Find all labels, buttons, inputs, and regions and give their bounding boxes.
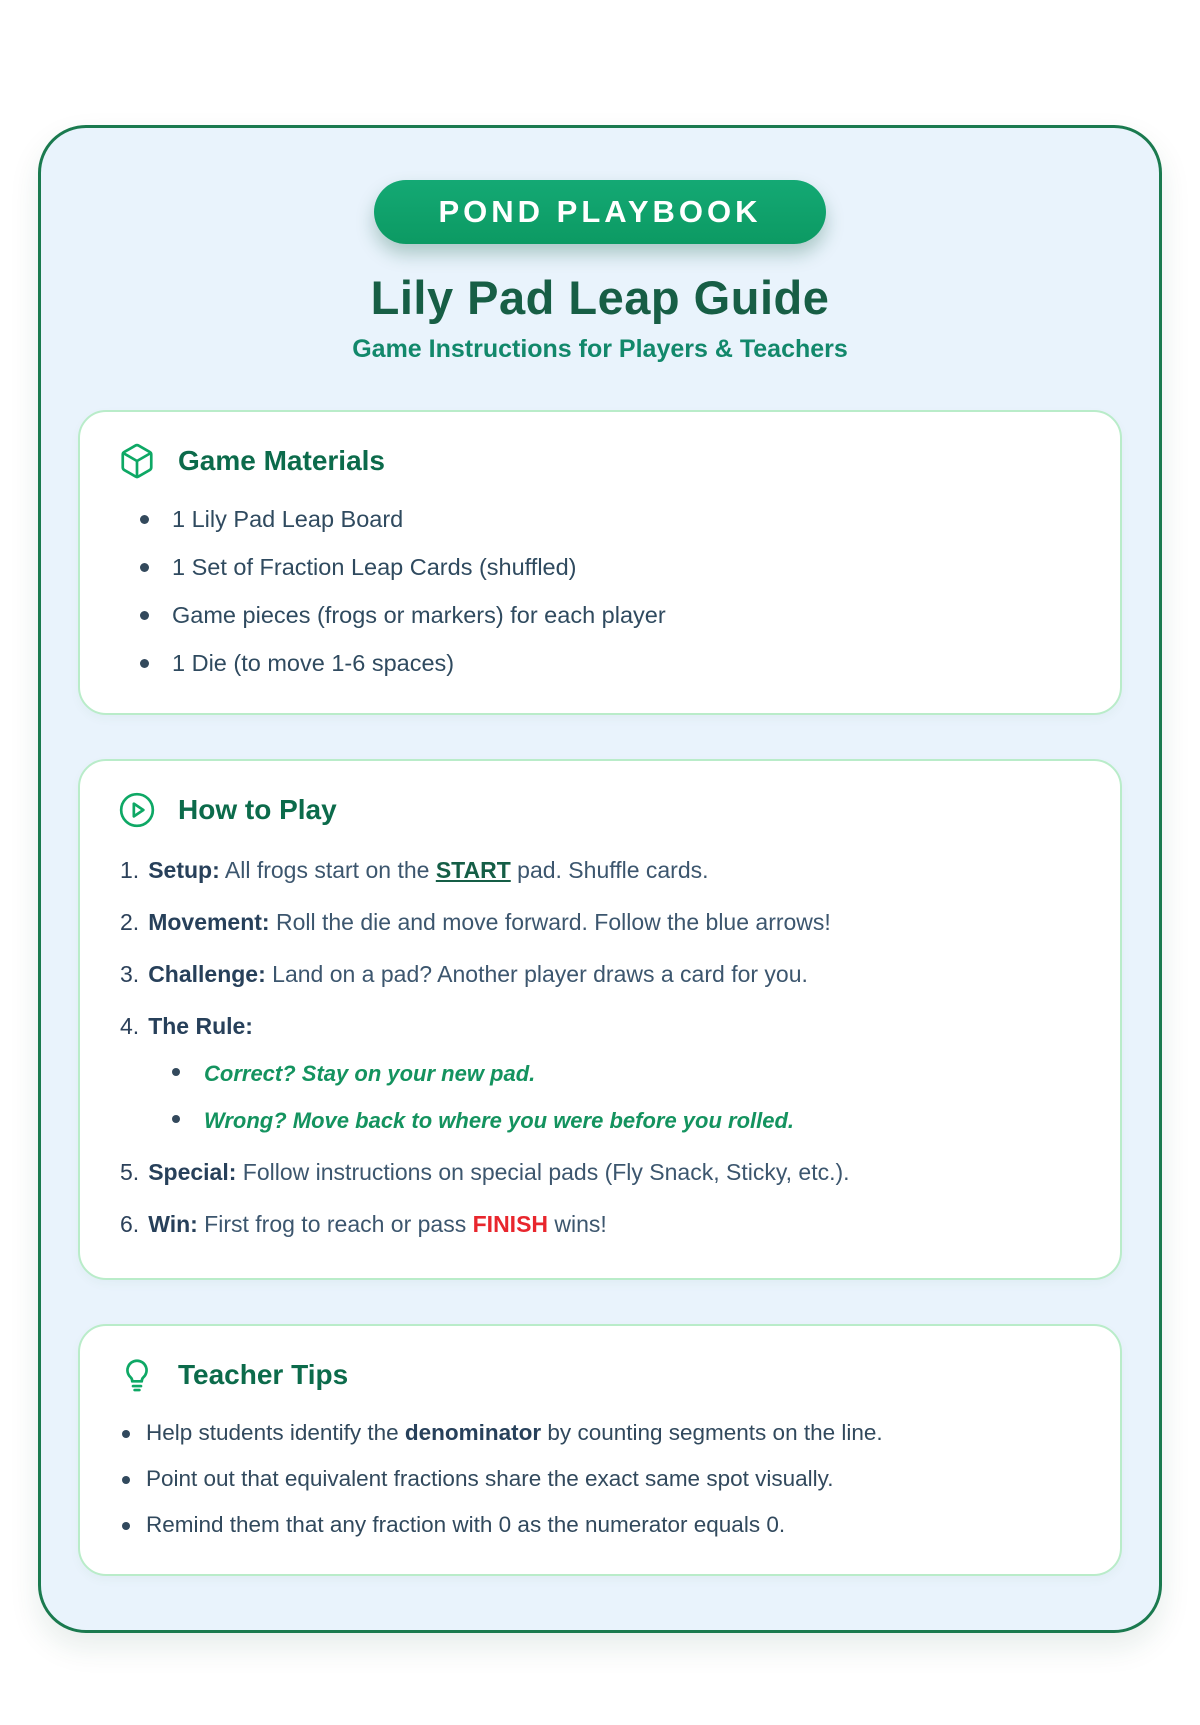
lightbulb-icon <box>118 1356 156 1394</box>
step-win <box>120 1209 1082 1240</box>
step-movement <box>120 907 1082 938</box>
step-number: 2. <box>120 909 140 936</box>
list-item: 1 Die (to move 1-6 spaces) <box>134 650 1082 677</box>
play-circle-icon <box>118 791 156 829</box>
materials-heading: Game Materials <box>178 445 385 476</box>
rule-correct: Correct? Stay on your new pad. <box>170 1059 1082 1089</box>
how-to-play-header <box>118 791 1082 829</box>
materials-list <box>134 506 1082 677</box>
list-item: 1 Lily Pad Leap Board <box>134 506 1082 533</box>
tip-zero-numerator: Remind them that any fraction with 0 as the numerator equals 0. <box>120 1512 1082 1538</box>
step-number: 3. <box>120 961 140 988</box>
rule-wrong: Wrong? Move back to where you were before you rolled. <box>170 1106 1082 1136</box>
tip-equivalent: Point out that equivalent fractions share the exact same spot visually. <box>120 1466 1082 1492</box>
step-label: Win: <box>148 1210 198 1237</box>
step-text: Land on a pad? Another player draws a card for you. <box>265 961 808 988</box>
step-number: 5. <box>120 1158 140 1185</box>
tip-text: Help students identify the <box>146 1419 405 1445</box>
how-to-play-section <box>78 759 1122 1280</box>
step-rule <box>120 1011 1082 1135</box>
tip-text: by counting segments on the line. <box>541 1419 883 1445</box>
tip-keyword: denominator <box>404 1419 542 1445</box>
step-text: All frogs start on the <box>219 857 436 883</box>
tips-list <box>120 1420 1082 1538</box>
teacher-tips-section <box>78 1324 1122 1576</box>
start-keyword: START <box>435 857 511 883</box>
package-icon <box>118 442 156 480</box>
list-item: 1 Set of Fraction Leap Cards (shuffled) <box>134 554 1082 581</box>
step-label: The Rule: <box>148 1013 253 1040</box>
badge-row <box>78 180 1122 244</box>
how-to-play-heading: How to Play <box>178 794 337 825</box>
step-setup <box>120 855 1082 886</box>
steps-list <box>120 855 1082 1240</box>
teacher-tips-header <box>118 1356 1082 1394</box>
page-title: Lily Pad Leap Guide <box>370 271 830 324</box>
badge: POND PLAYBOOK <box>374 180 825 244</box>
step-text: Follow instructions on special pads (Fly Snack, Sticky, etc.). <box>236 1158 850 1185</box>
materials-section <box>78 410 1122 715</box>
step-challenge <box>120 959 1082 990</box>
step-number: 1. <box>120 857 140 883</box>
tip-denominator <box>120 1420 1082 1446</box>
step-text: Roll the die and move forward. Follow the blue arrows! <box>269 909 831 936</box>
step-text: pad. Shuffle cards. <box>510 857 709 883</box>
step-special <box>120 1157 1082 1188</box>
step-label: Challenge: <box>148 961 266 988</box>
teacher-tips-heading: Teacher Tips <box>178 1358 349 1390</box>
step-label: Movement: <box>148 909 270 936</box>
rule-sublist <box>170 1059 1082 1135</box>
step-label: Special: <box>148 1158 237 1185</box>
step-label: Setup: <box>148 857 220 883</box>
step-number: 6. <box>120 1210 140 1237</box>
guide-card <box>38 125 1162 1633</box>
step-text: wins! <box>548 1210 607 1237</box>
list-item: Game pieces (frogs or markers) for each player <box>134 602 1082 629</box>
page-subtitle: Game Instructions for Players & Teachers <box>352 335 848 363</box>
materials-header <box>118 442 1082 480</box>
finish-keyword: FINISH <box>472 1210 549 1237</box>
step-number: 4. <box>120 1013 140 1040</box>
step-text: First frog to reach or pass <box>197 1210 473 1237</box>
